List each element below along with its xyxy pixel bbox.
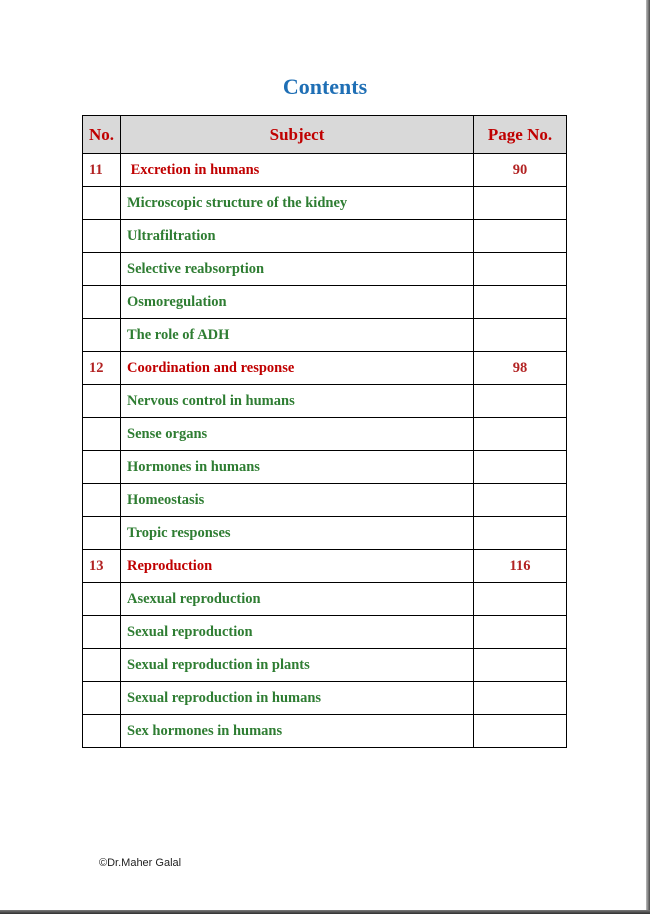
topic-title: Hormones in humans <box>121 451 474 484</box>
chapter-row <box>83 550 567 583</box>
chapter-title: Coordination and response <box>121 352 474 385</box>
page-number <box>474 451 567 484</box>
chapter-number <box>83 583 121 616</box>
page-edge-shadow-right <box>646 0 650 914</box>
chapter-number <box>83 319 121 352</box>
chapter-row <box>83 154 567 187</box>
page-number <box>474 253 567 286</box>
chapter-number: 13 <box>83 550 121 583</box>
topic-row <box>83 286 567 319</box>
page-number <box>474 517 567 550</box>
topic-title: Tropic responses <box>121 517 474 550</box>
topic-row <box>83 220 567 253</box>
topic-row <box>83 385 567 418</box>
chapter-number <box>83 286 121 319</box>
page-number <box>474 649 567 682</box>
table-header-row <box>83 116 567 154</box>
topic-row <box>83 649 567 682</box>
page-number: 98 <box>474 352 567 385</box>
topic-row <box>83 319 567 352</box>
topic-row <box>83 583 567 616</box>
topic-title: Sexual reproduction <box>121 616 474 649</box>
topic-row <box>83 253 567 286</box>
topic-title: Selective reabsorption <box>121 253 474 286</box>
page-number <box>474 220 567 253</box>
topic-title: The role of ADH <box>121 319 474 352</box>
topic-title: Microscopic structure of the kidney <box>121 187 474 220</box>
chapter-number: 12 <box>83 352 121 385</box>
page-title: Contents <box>282 74 368 99</box>
topic-title: Sense organs <box>121 418 474 451</box>
page-number <box>474 286 567 319</box>
page-number <box>474 616 567 649</box>
page-number <box>474 319 567 352</box>
chapter-number <box>83 220 121 253</box>
chapter-number <box>83 715 121 748</box>
topic-row <box>83 418 567 451</box>
topic-row <box>83 484 567 517</box>
chapter-title: Reproduction <box>121 550 474 583</box>
topic-title: Sexual reproduction in plants <box>121 649 474 682</box>
header-page-no: Page No. <box>474 116 567 154</box>
chapter-number: 11 <box>83 154 121 187</box>
page-edge-shadow-bottom <box>0 910 650 914</box>
page-number <box>474 682 567 715</box>
topic-title: Asexual reproduction <box>121 583 474 616</box>
chapter-number <box>83 517 121 550</box>
table-body <box>83 154 567 748</box>
chapter-number <box>83 616 121 649</box>
page-number <box>474 385 567 418</box>
topic-row <box>83 517 567 550</box>
copyright-footer: ©Dr.Maher Galal <box>99 857 182 869</box>
topic-title: Sex hormones in humans <box>121 715 474 748</box>
chapter-number <box>83 682 121 715</box>
page-number: 116 <box>474 550 567 583</box>
page-number: 90 <box>474 154 567 187</box>
topic-title: Sexual reproduction in humans <box>121 682 474 715</box>
header-no: No. <box>83 116 121 154</box>
topic-row <box>83 187 567 220</box>
topic-title: Homeostasis <box>121 484 474 517</box>
chapter-number <box>83 418 121 451</box>
page-number <box>474 583 567 616</box>
topic-title: Nervous control in humans <box>121 385 474 418</box>
topic-row <box>83 616 567 649</box>
chapter-number <box>83 253 121 286</box>
chapter-number <box>83 484 121 517</box>
header-subject: Subject <box>121 116 474 154</box>
topic-title: Osmoregulation <box>121 286 474 319</box>
topic-row <box>83 682 567 715</box>
chapter-title: Excretion in humans <box>121 154 474 187</box>
topic-row <box>83 715 567 748</box>
page-number <box>474 715 567 748</box>
topic-title: Ultrafiltration <box>121 220 474 253</box>
chapter-number <box>83 451 121 484</box>
chapter-row <box>83 352 567 385</box>
chapter-number <box>83 385 121 418</box>
topic-row <box>83 451 567 484</box>
chapter-number <box>83 649 121 682</box>
page-number <box>474 484 567 517</box>
page-number <box>474 418 567 451</box>
contents-table <box>82 115 567 748</box>
page-number <box>474 187 567 220</box>
chapter-number <box>83 187 121 220</box>
